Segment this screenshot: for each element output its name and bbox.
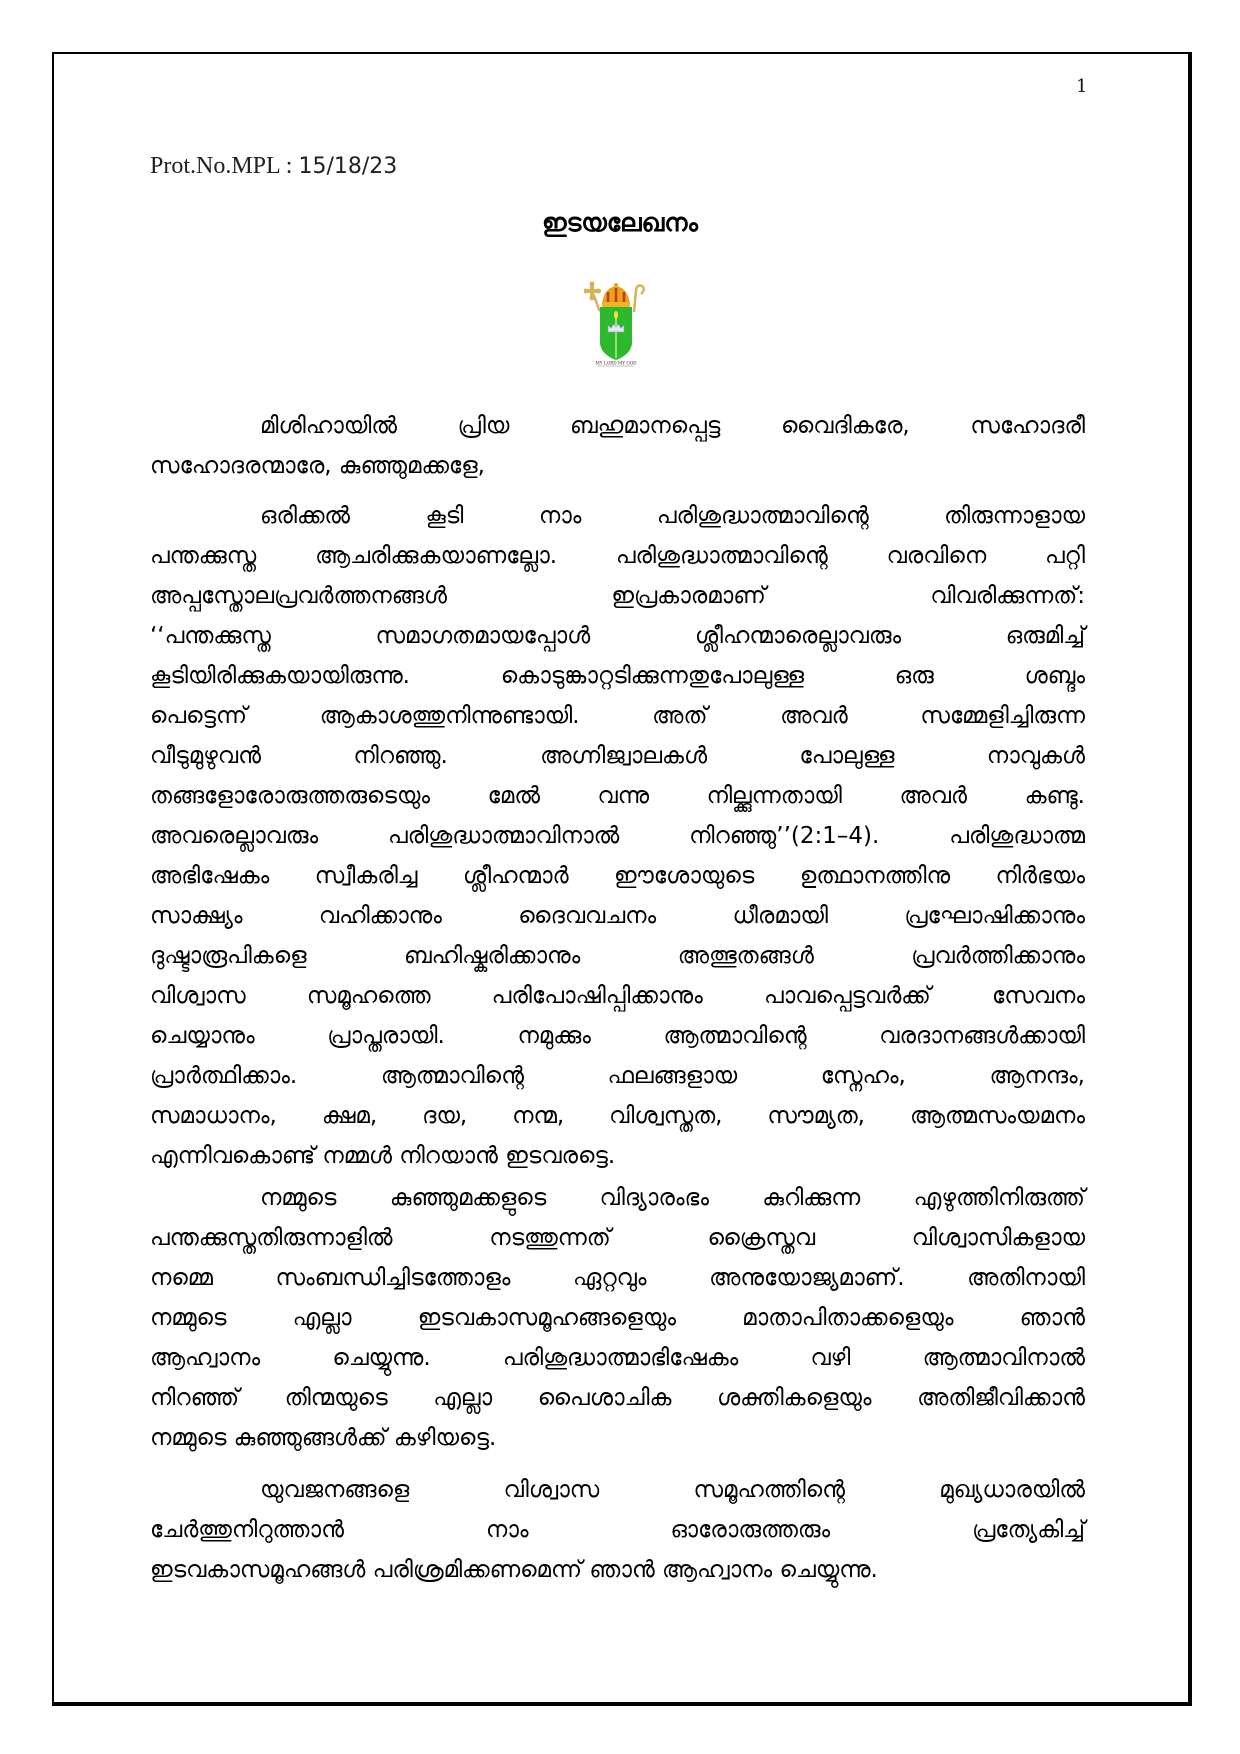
paragraph-line: കൂടിയിരിക്കുകയായിരുന്നു. കൊടുങ്കാറ്റടിക്കുന്നതുപോലുള്ള ഒരു ശബ്ദം bbox=[150, 663, 1085, 689]
paragraph-line: പെട്ടെന്ന് ആകാശത്തുനിന്നുണ്ടായി. അത് അവർ സമ്മേളിച്ചിരുന്ന bbox=[150, 703, 1085, 729]
paragraph-line: ഇടവകാസമൂഹങ്ങൾ പരിശ്രമിക്കണമെന്ന് ഞാൻ ആഹ്വാനം ചെയ്യുന്നു. bbox=[150, 1557, 878, 1583]
paragraph-line: ചേർത്തുനിറുത്താൻ നാം ഓരോരുത്തരും പ്രത്യേകിച്ച് bbox=[150, 1517, 1085, 1543]
logo-motto: MY LORD MY GOD bbox=[595, 360, 637, 366]
paragraph-1 bbox=[150, 496, 1085, 1176]
paragraph-line: സാക്ഷ്യം വഹിക്കാനും ദൈവവചനം ധീരമായി പ്രഘോഷിക്കാനും bbox=[150, 903, 1085, 929]
paragraph-line: നമ്മുടെ എല്ലാ ഇടവകാസമൂഹങ്ങളെയും മാതാപിതാക്കളെയും ഞാൻ bbox=[150, 1305, 1085, 1331]
paragraph-line: നമ്മെ സംബന്ധിച്ചിടത്തോളം ഏറ്റവും അനുയോജ്യമാണ്. അതിനായി bbox=[150, 1265, 1085, 1291]
paragraph-line: ദുഷ്ടാരൂപികളെ ബഹിഷ്കരിക്കാനും അത്ഭുതങ്ങൾ പ്രവർത്തിക്കാനും bbox=[150, 943, 1085, 969]
salutation-line-2: സഹോദരന്മാരേ, കുഞ്ഞുമക്കളേ, bbox=[150, 453, 485, 479]
paragraph-line: നിറഞ്ഞ് തിന്മയുടെ എല്ലാ പൈശാചിക ശക്തികളെയും അതിജീവിക്കാൻ bbox=[150, 1385, 1085, 1411]
paragraph-line: ഒരിക്കൽ കൂടി നാം പരിശുദ്ധാത്മാവിന്റെ തിരുന്നാളായ bbox=[260, 503, 1085, 529]
paragraph-line: നമ്മുടെ കുഞ്ഞുങ്ങൾക്ക് കഴിയട്ടെ. bbox=[150, 1425, 497, 1451]
salutation-line-1 bbox=[150, 406, 1085, 446]
paragraph-line: അഭിഷേകം സ്വീകരിച്ച ശ്ലീഹന്മാർ ഈശോയുടെ ഉത്ഥാനത്തിനു നിർഭയം bbox=[150, 863, 1085, 889]
paragraph-line: ‘‘പന്തക്കുസ്ത സമാഗതമായപ്പോൾ ശ്ലീഹന്മാരെല്ലാവരും ഒരുമിച്ച് bbox=[150, 623, 1085, 649]
crown-icon bbox=[602, 283, 630, 307]
crozier-icon bbox=[634, 286, 644, 313]
paragraph-line: നമ്മുടെ കുഞ്ഞുമക്കളുടെ വിദ്യാരംഭം കുറിക്കുന്ന എഴുത്തിനിരുത്ത് bbox=[260, 1185, 1085, 1211]
salutation-word: സഹോദരീ bbox=[970, 413, 1085, 439]
paragraph-line: പന്തക്കുസ്തതിരുന്നാളിൽ നടത്തുന്നത് ക്രൈസ്തവ വിശ്വാസികളായ bbox=[150, 1225, 1085, 1251]
paragraph-line: സമാധാനം, ക്ഷമ, ദയ, നന്മ, വിശ്വസ്തത, സൗമ്യത, ആത്മസംയമനം bbox=[150, 1103, 1085, 1129]
paragraph-line: അപ്പസ്തോലപ്രവർത്തനങ്ങൾ ഇപ്രകാരമാണ് വിവരിക്കുന്നത്: bbox=[150, 583, 1085, 609]
page-number: 1 bbox=[1076, 76, 1088, 97]
paragraph-line: തങ്ങളോരോരുത്തരുടെയും മേൽ വന്നു നില്ക്കുന്നതായി അവർ കണ്ടു. bbox=[150, 783, 1085, 809]
salutation bbox=[150, 406, 1085, 486]
salutation-word: വൈദികരേ, bbox=[780, 413, 910, 439]
paragraph-line: വിശ്വാസ സമൂഹത്തെ പരിപോഷിപ്പിക്കാനും പാവപ്പെട്ടവർക്ക് സേവനം bbox=[150, 983, 1085, 1009]
paragraph-line: അവരെല്ലാവരും പരിശുദ്ധാത്മാവിനാൽ നിറഞ്ഞു’’(2:1–4). പരിശുദ്ധാത്മ bbox=[150, 823, 1085, 849]
paragraph-line: ആഹ്വാനം ചെയ്യുന്നു. പരിശുദ്ധാത്മാഭിഷേകം വഴി ആത്മാവിനാൽ bbox=[150, 1345, 1085, 1371]
cross-icon bbox=[584, 282, 601, 312]
protocol-label: Prot.No.MPL : bbox=[150, 153, 299, 179]
paragraph-line: എന്നിവകൊണ്ട് നമ്മൾ നിറയാൻ ഇടവരട്ടെ. bbox=[150, 1143, 616, 1169]
paragraph-2 bbox=[150, 1178, 1085, 1458]
paragraph-line: യുവജനങ്ങളെ വിശ്വാസ സമൂഹത്തിന്റെ മുഖ്യധാരയിൽ bbox=[260, 1477, 1085, 1503]
paragraph-3 bbox=[150, 1470, 1085, 1590]
paragraph-line: പ്രാർത്ഥിക്കാം. ആത്മാവിന്റെ ഫലങ്ങളായ സ്നേഹം, ആനന്ദം, bbox=[150, 1063, 1085, 1089]
coat-of-arms-logo bbox=[584, 280, 648, 372]
salutation-word: മിശിഹായിൽ bbox=[260, 413, 398, 439]
salutation-word: ബഹുമാനപ്പെട്ട bbox=[569, 413, 721, 439]
paragraph-line: ചെയ്യാനും പ്രാപ്തരായി. നമുക്കും ആത്മാവിന്റെ വരദാനങ്ങൾക്കായി bbox=[150, 1023, 1085, 1049]
protocol-value: 15/18/23 bbox=[298, 154, 398, 179]
protocol-number bbox=[150, 153, 397, 180]
salutation-word: പ്രിയ bbox=[457, 413, 510, 439]
paragraph-line: പന്തക്കുസ്ത ആചരിക്കുകയാണല്ലോ. പരിശുദ്ധാത്മാവിന്റെ വരവിനെ പറ്റി bbox=[150, 543, 1085, 569]
paragraph-line: വീടുമുഴുവൻ നിറഞ്ഞു. അഗ്നിജ്വാലകൾ പോലുള്ള നാവുകൾ bbox=[150, 743, 1085, 769]
document-title: ഇടയലേഖനം bbox=[542, 208, 698, 237]
